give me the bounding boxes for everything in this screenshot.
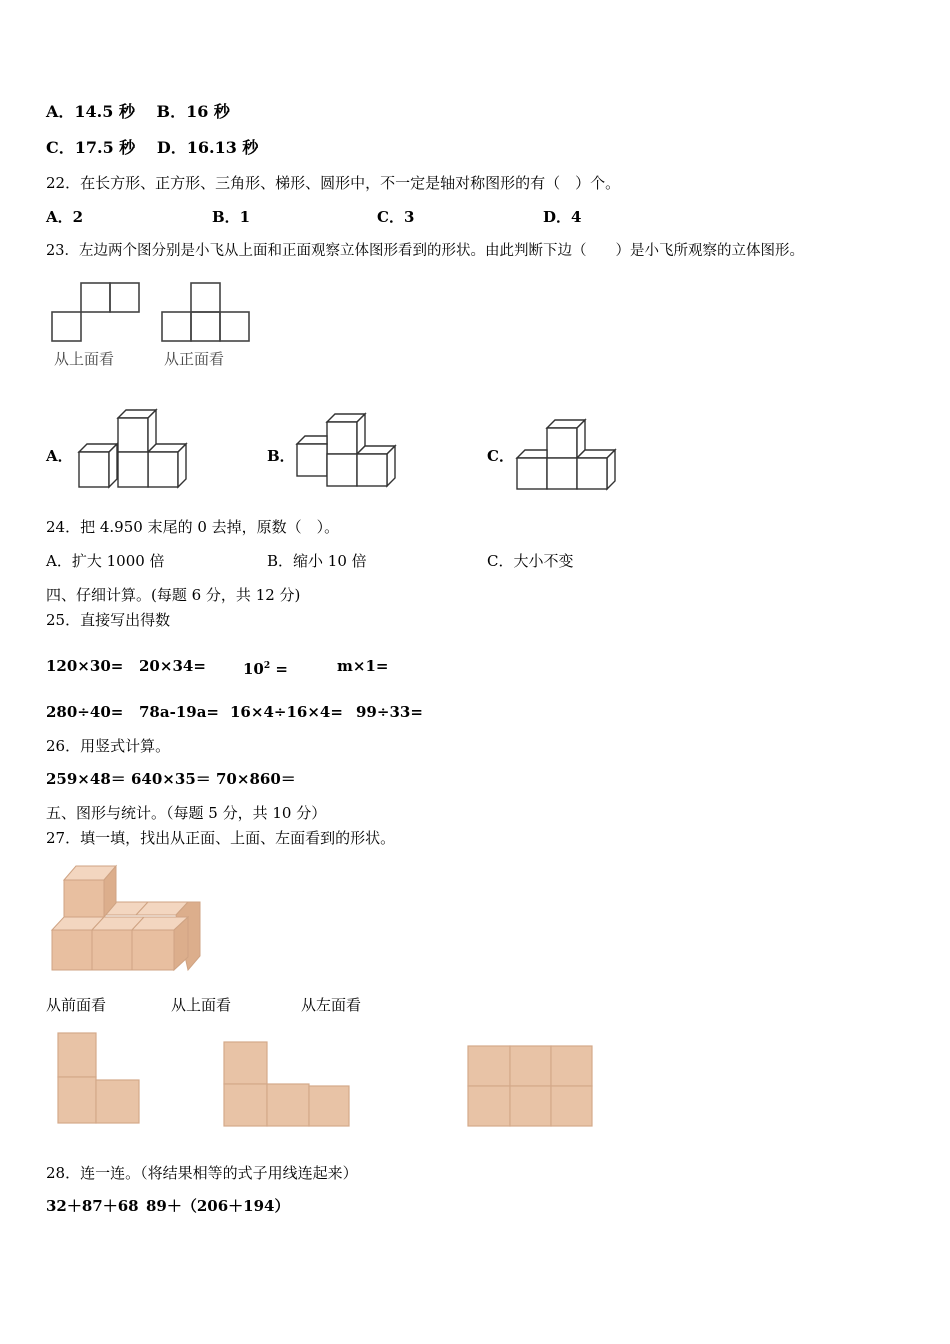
q21-option-b: B．16 秒 — [156, 102, 230, 121]
q22-text: 22．在长方形、正方形、三角形、梯形、圆形中，不一定是轴对称图形的有（ ）个。 — [46, 174, 621, 192]
q23-caption-top: 从上面看 — [54, 350, 115, 368]
q21-option-a: A．14.5 秒 — [46, 102, 135, 121]
q25-expr-5: 280÷40= — [46, 703, 124, 721]
q27-view-front-label: 从前面看 — [46, 996, 107, 1014]
q22-option-b: B．1 — [212, 208, 251, 226]
q25-expr-8: 99÷33= — [356, 703, 423, 721]
q25-expr-2: 20×34= — [139, 657, 206, 675]
q21-option-c: C．17.5 秒 — [46, 138, 136, 157]
q21-row1 — [46, 102, 230, 122]
q22-option-d: D．4 — [543, 208, 582, 226]
q21-option-d: D．16.13 秒 — [156, 138, 259, 157]
q25-expr-7: 16×4÷16×4= — [230, 703, 343, 721]
q23-text: 23．左边两个图分别是小飞从上面和正面观察立体图形看到的形状。由此判断下边（ ）是小飞所观察的立体图形。 — [46, 243, 804, 259]
q24-text: 24．把 4.950 末尾的 0 去掉，原数（ ）。 — [46, 518, 340, 536]
q25-base: 10 — [243, 660, 264, 678]
q25-text: 25．直接写出得数 — [46, 611, 171, 629]
q23-option-a: A． — [46, 447, 73, 465]
q26-text: 26．用竖式计算。 — [46, 737, 171, 755]
q25-expr-1: 120×30= — [46, 657, 124, 675]
q27-text: 27．填一填，找出从正面、上面、左面看到的形状。 — [46, 829, 396, 847]
q27-view-left — [466, 1044, 596, 1129]
q27-view-front — [55, 1030, 145, 1125]
q21-row2 — [46, 138, 258, 158]
q23-caption-front: 从正面看 — [164, 350, 225, 368]
q27-view-top-label: 从上面看 — [171, 996, 232, 1014]
q24-option-b: B．缩小 10 倍 — [267, 552, 367, 570]
section5-title: 五、图形与统计。（每题 5 分，共 10 分） — [46, 804, 327, 822]
q28-expr-2: 89＋（206＋194） — [146, 1197, 290, 1215]
q27-solid — [48, 860, 208, 975]
q25-power: 2 — [263, 661, 271, 671]
q26-item-2: 640×35＝ — [131, 770, 211, 788]
section4-title: 四、仔细计算。(每题 6 分，共 12 分) — [46, 586, 301, 604]
q23-option-b: B． — [267, 447, 295, 465]
q23-solid-a — [70, 402, 200, 494]
q25-expr-3 — [243, 656, 288, 679]
q27-view-top — [222, 1040, 352, 1130]
q23-option-c: C． — [487, 447, 514, 465]
q24-option-c: C．大小不变 — [487, 552, 574, 570]
q23-solid-b — [290, 408, 420, 494]
q26-item-3: 70×860＝ — [216, 770, 296, 788]
q23-view-diagrams — [50, 280, 260, 375]
q27-view-left-label: 从左面看 — [301, 996, 362, 1014]
q25-expr-6: 78a-19a= — [139, 703, 219, 721]
q22-option-a: A．2 — [46, 208, 84, 226]
q25-expr-4: m×1= — [337, 657, 389, 675]
q28-text: 28．连一连。（将结果相等的式子用线连起来） — [46, 1164, 358, 1182]
q26-item-1: 259×48＝ — [46, 770, 126, 788]
q25-equals: = — [275, 660, 288, 678]
q23-solid-c — [510, 414, 630, 494]
q22-option-c: C．3 — [377, 208, 415, 226]
q24-option-a: A．扩大 1000 倍 — [46, 552, 165, 570]
q28-expr-1: 32＋87＋68 — [46, 1197, 139, 1215]
